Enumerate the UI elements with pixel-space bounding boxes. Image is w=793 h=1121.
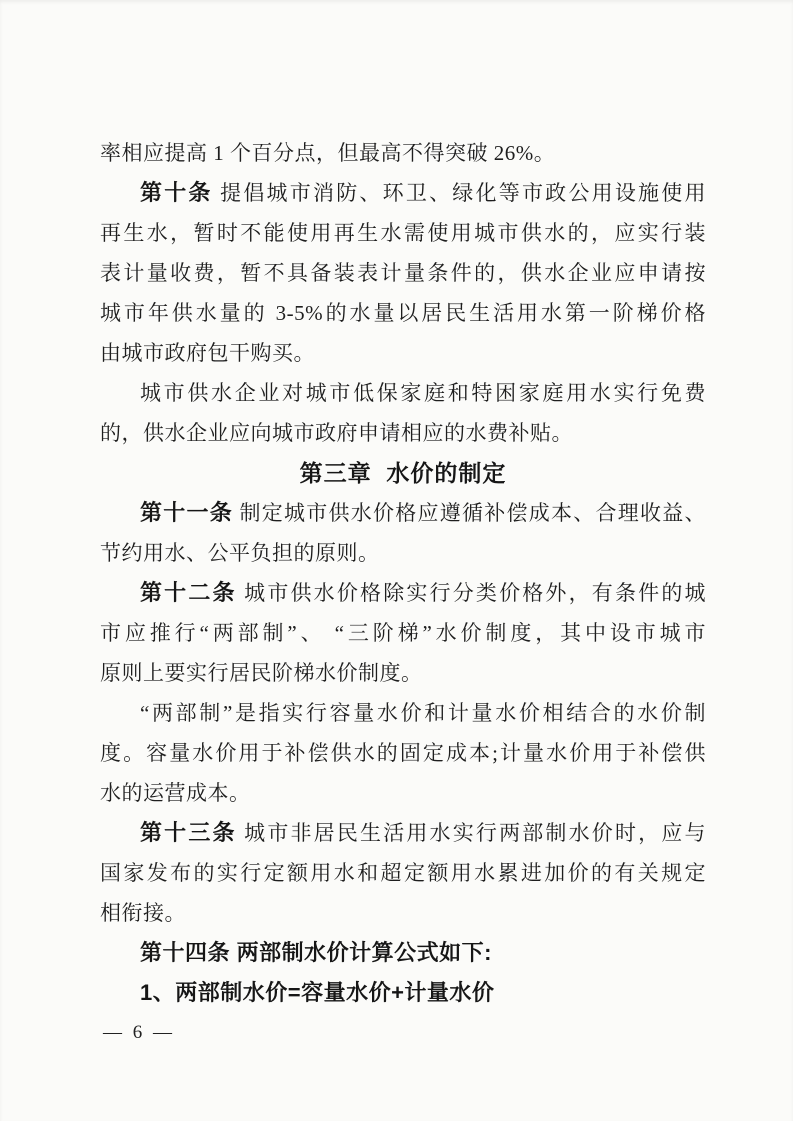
text-segment: 两部制水价计算公式如下:	[230, 940, 492, 965]
line-22-formula-1	[100, 973, 706, 1013]
line-20	[100, 893, 706, 933]
text-segment: “两部制”是指实行容量水价和计量水价相结合的水价制	[140, 701, 706, 725]
text-segment: 国家发布的实行定额用水和超定额用水累进加价的有关规定	[100, 861, 706, 885]
line-17	[100, 773, 706, 813]
line-01-rate-cap	[100, 133, 706, 173]
text-segment: 城市年供水量的 3-5%的水量以居民生活用水第一阶梯价格	[100, 301, 706, 325]
text-segment: 市应推行“两部制”、 “三阶梯”水价制度，其中设市城市	[100, 621, 706, 645]
text-segment: 提倡城市消防、环卫、绿化等市政公用设施使用	[212, 181, 706, 205]
text-segment: 的，供水企业应向城市政府申请相应的水费补贴。	[100, 421, 573, 445]
document-body	[100, 133, 706, 1013]
line-08	[100, 413, 706, 453]
line-03	[100, 213, 706, 253]
text-segment: 原则上要实行居民阶梯水价制度。	[100, 661, 423, 685]
line-11	[100, 533, 706, 573]
text-segment: 度。容量水价用于补偿供水的固定成本;计量水价用于补偿供	[100, 741, 706, 765]
line-15-two-part-definition	[100, 693, 706, 733]
page-number: — 6 —	[103, 1022, 175, 1043]
text-segment: 相衔接。	[100, 901, 186, 925]
text-segment: 城市供水企业对城市低保家庭和特困家庭用水实行免费	[140, 381, 706, 405]
line-12-article-12-start	[100, 573, 706, 613]
text-segment: 由城市政府包干购买。	[100, 341, 315, 365]
line-07-subsidy-start	[100, 373, 706, 413]
article-13-label: 第十三条	[140, 820, 237, 845]
line-02-article-10-start	[100, 173, 706, 213]
article-11-label: 第十一条	[140, 500, 233, 525]
text-segment: 率相应提高 1 个百分点，但最高不得突破 26%。	[100, 141, 556, 165]
text-segment: 再生水，暂时不能使用再生水需使用城市供水的，应实行装	[100, 221, 706, 245]
article-12-label: 第十二条	[140, 580, 237, 605]
line-19	[100, 853, 706, 893]
line-18-article-13-start	[100, 813, 706, 853]
line-10-article-11-start	[100, 493, 706, 533]
line-13	[100, 613, 706, 653]
line-21-article-14-start	[100, 933, 706, 973]
text-segment: 表计量收费，暂不具备装表计量条件的，供水企业应申请按	[100, 261, 706, 285]
text-segment: 水的运营成本。	[100, 781, 251, 805]
line-05	[100, 293, 706, 333]
line-04	[100, 253, 706, 293]
text-segment: 1、两部制水价=容量水价+计量水价	[140, 980, 495, 1005]
article-14-label: 第十四条	[140, 940, 231, 965]
line-14	[100, 653, 706, 693]
chapter-3-title: 第三章 水价的制定	[299, 460, 507, 486]
line-06	[100, 333, 706, 373]
text-segment: 节约用水、公平负担的原则。	[100, 541, 380, 565]
chapter-3-heading	[100, 453, 706, 493]
text-segment: 城市供水价格除实行分类价格外，有条件的城	[236, 581, 706, 605]
text-segment: 制定城市供水价格应遵循补偿成本、合理收益、	[233, 501, 706, 525]
text-segment: 城市非居民生活用水实行两部制水价时，应与	[236, 821, 706, 845]
article-10-label: 第十条	[140, 180, 213, 205]
line-16	[100, 733, 706, 773]
